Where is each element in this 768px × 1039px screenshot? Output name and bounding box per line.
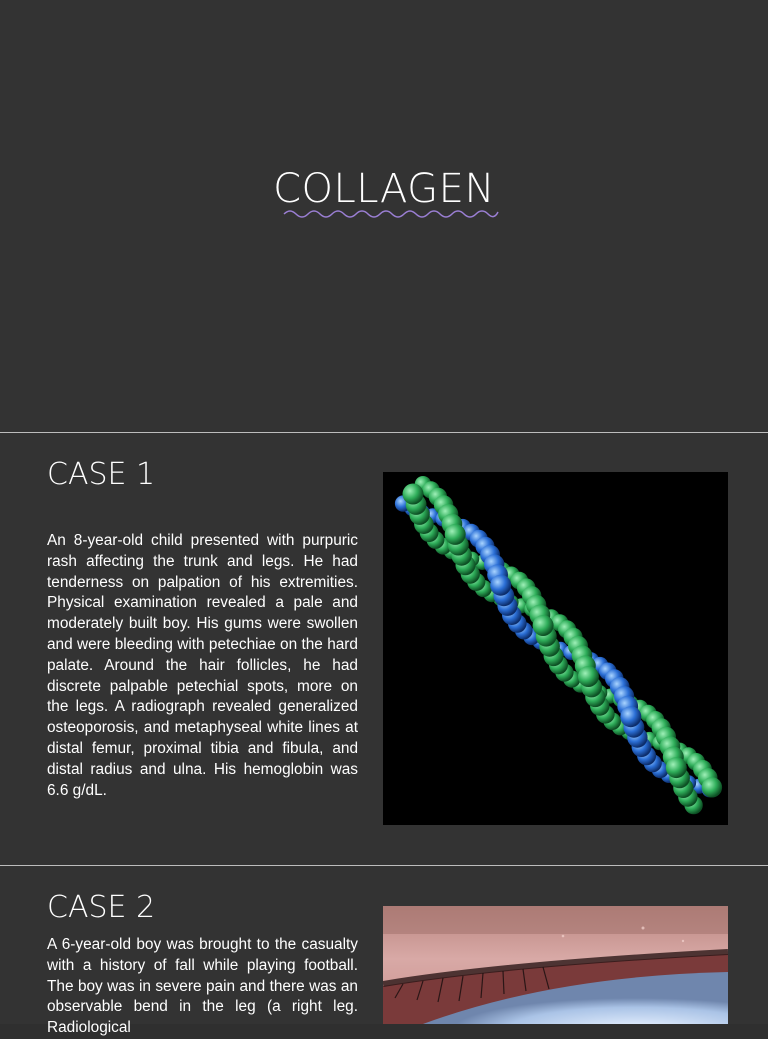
molecule-bead bbox=[403, 484, 424, 505]
case-1-slide bbox=[0, 433, 768, 865]
molecule-bead bbox=[702, 777, 722, 797]
case-1-heading: CASE 1 bbox=[47, 457, 156, 492]
molecule-bead bbox=[578, 666, 599, 687]
title-slide bbox=[0, 0, 768, 432]
page-title: COLLAGEN bbox=[273, 166, 495, 212]
molecule-bead bbox=[666, 757, 687, 778]
molecule-bead bbox=[620, 706, 641, 727]
molecule-bead bbox=[533, 615, 554, 636]
eye-closeup-icon bbox=[383, 906, 728, 1024]
collagen-molecule-icon bbox=[383, 472, 728, 825]
case-2-text: A 6-year-old boy was brought to the casualty with a history of fall while playing football. The boy was in severe pain and there was an observable bend in the leg (a right leg. Radiological bbox=[47, 936, 358, 1037]
eye-closeup-image bbox=[383, 906, 728, 1024]
case-1-text: An 8-year-old child presented with purpuric rash affecting the trunk and legs. He had tenderness on palpation of his extremities. Physical examination revealed a pale and moderately built boy. His gums were swollen and were bleeding with petechiae on the hard palate. Around the hair follicles, he had discrete palpable petechial spots, more on the legs. A radiograph revealed generalized osteoporosis, and metaphyseal white lines at distal femur, proximal tibia and fibula, and distal radius and ulna. His hemoglobin was 6.6 g/dL. bbox=[47, 532, 358, 799]
collagen-molecule-image bbox=[383, 472, 728, 825]
molecule-bead bbox=[490, 575, 511, 596]
case-2-slide bbox=[0, 866, 768, 1037]
spellcheck-underline-icon bbox=[282, 206, 500, 220]
molecule-bead bbox=[445, 524, 466, 545]
case-2-heading: CASE 2 bbox=[47, 890, 156, 925]
